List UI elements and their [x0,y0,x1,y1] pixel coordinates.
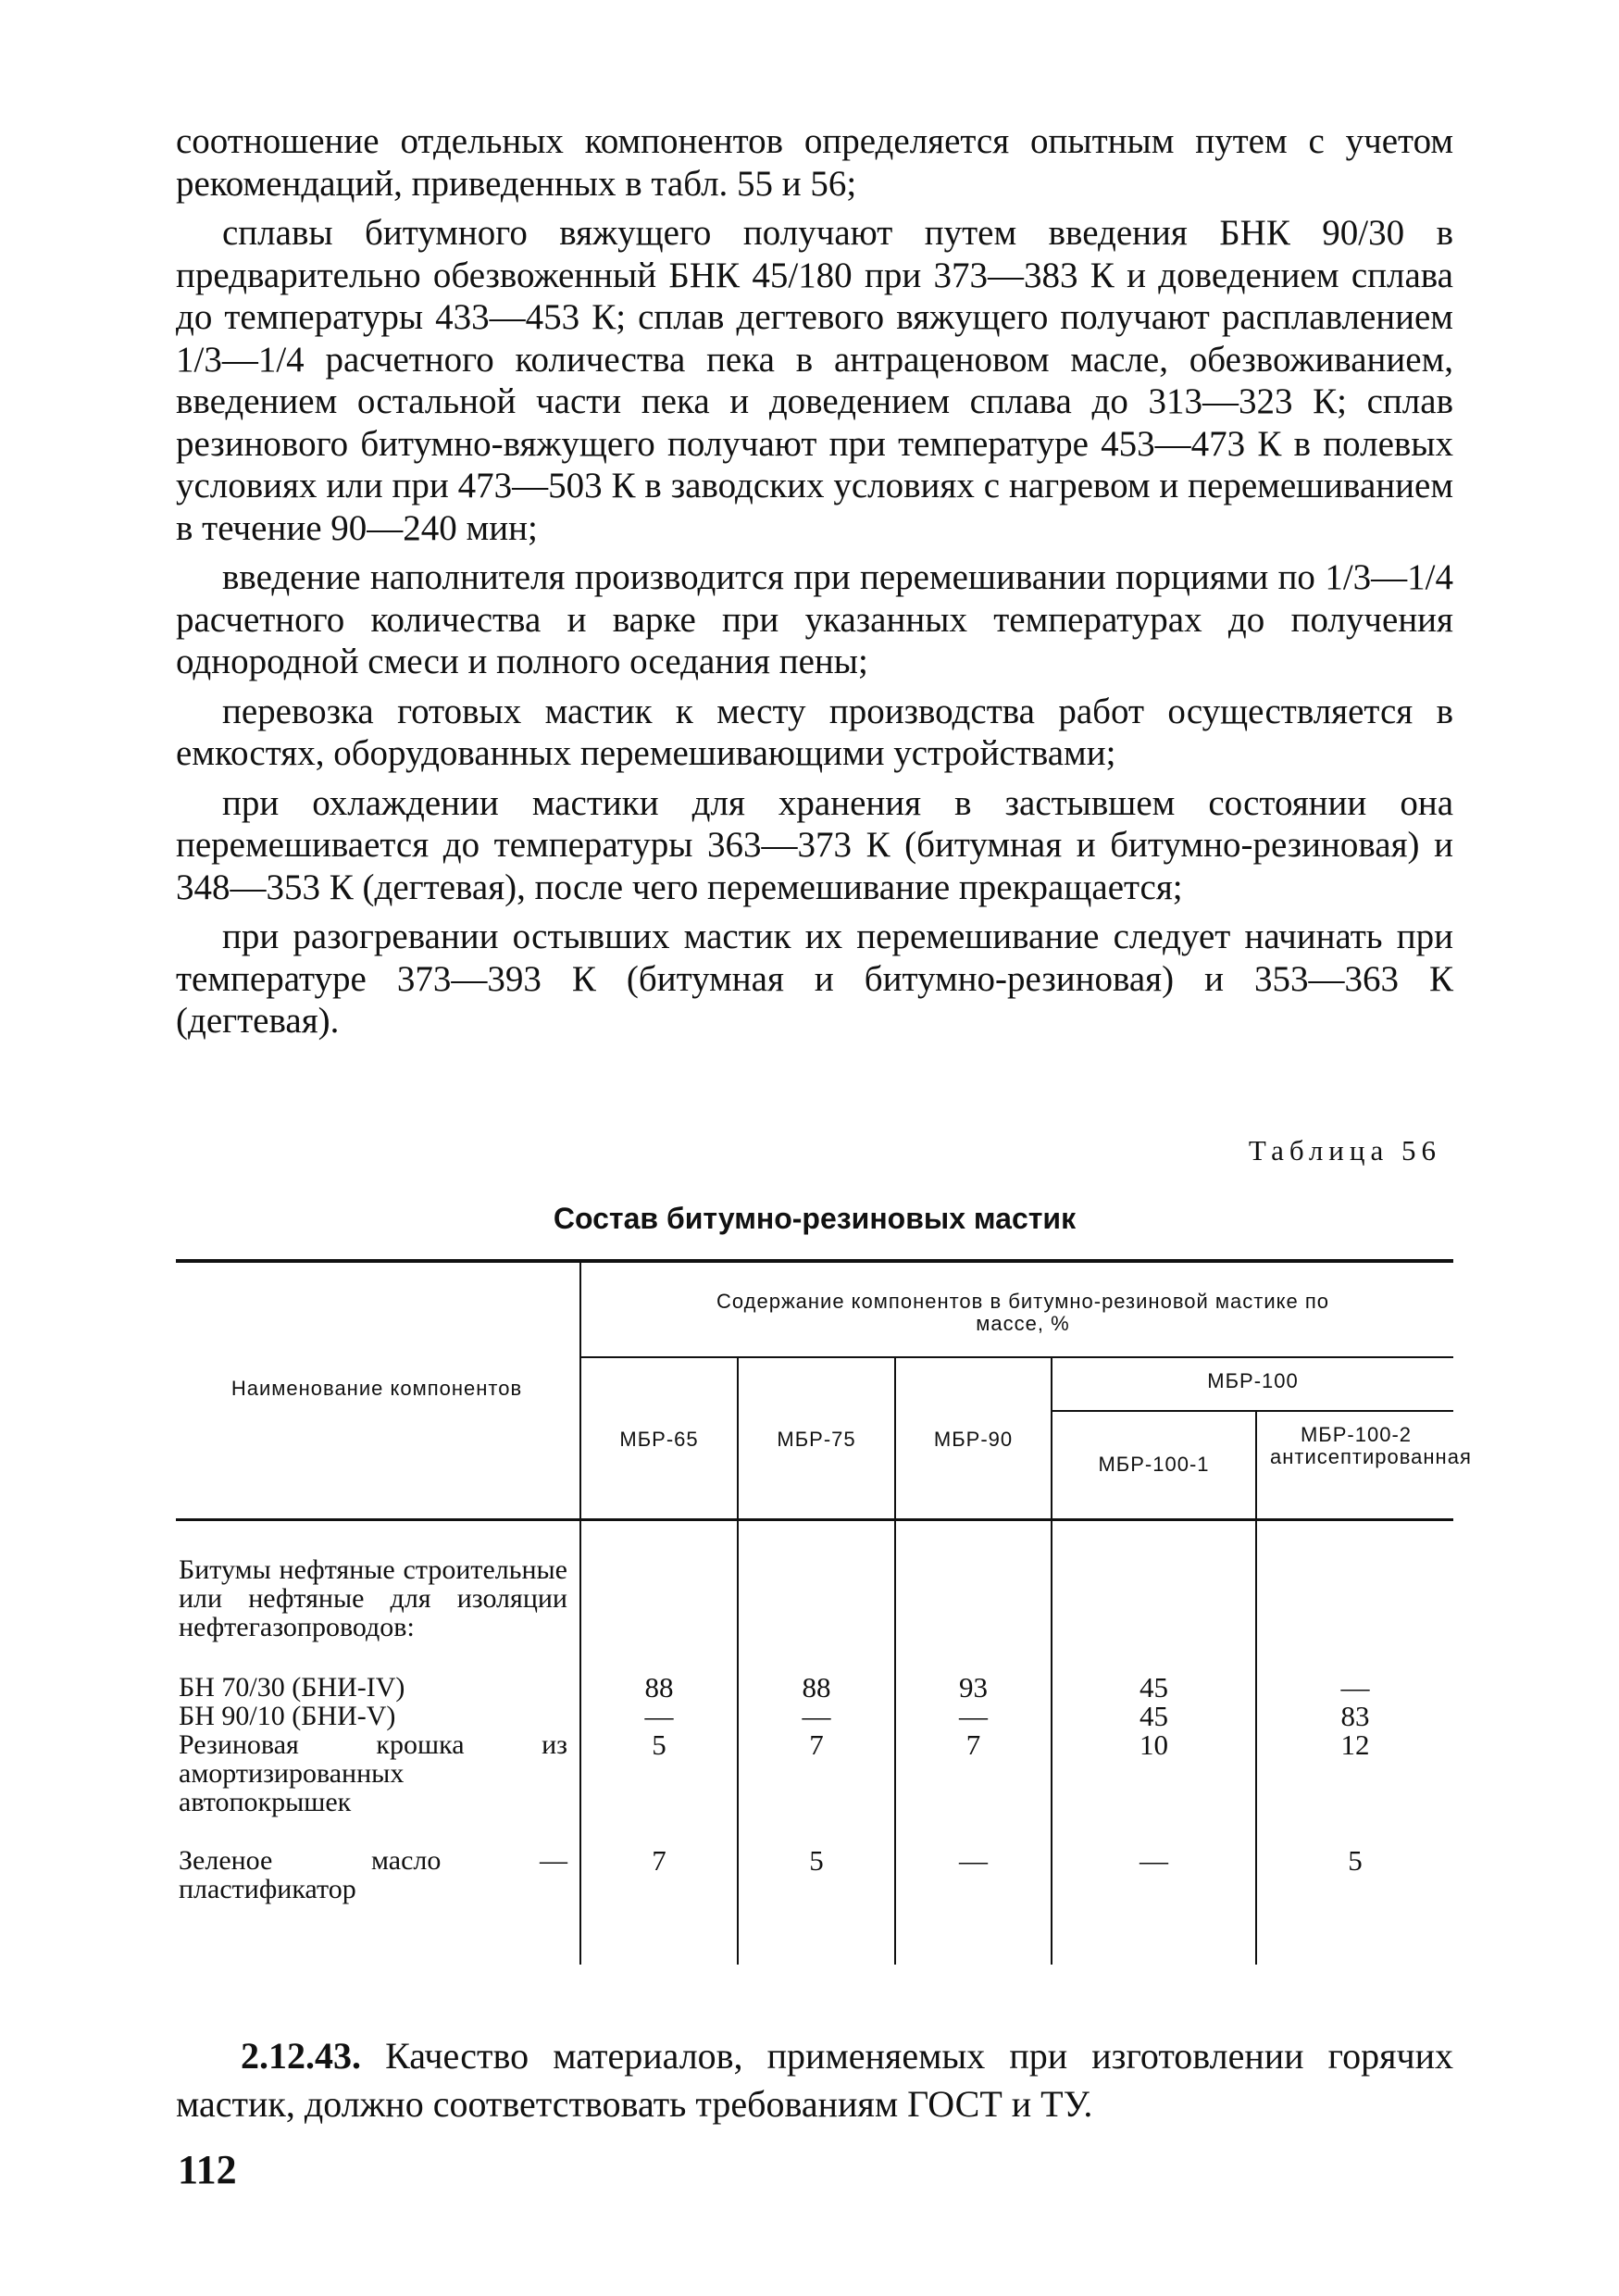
header-mbr75: МБР-75 [777,1428,856,1451]
row-label-bn9010: БН 90/10 (БНИ-V) [179,1701,396,1731]
body-text [176,120,1453,1050]
cell-value: 5 [1348,1844,1363,1877]
cell-value: — [1140,1844,1168,1877]
cell-value: 7 [652,1844,666,1877]
cell-value: 93 [959,1671,988,1703]
section-number: 2.12.43. [241,2035,361,2077]
cell-value: 88 [644,1671,674,1703]
cell-value: 5 [652,1728,666,1761]
header-mbr100-2: МБР-100-2 антисептированная [1270,1423,1472,1468]
cell-value: 5 [809,1844,824,1877]
header-group: Содержание компонентов в битумно-резиновой мастике по массе, % [716,1290,1329,1335]
cell-value: 7 [965,1728,981,1761]
section-paragraph [176,2032,1453,2128]
cell-value: 45 [1140,1671,1168,1703]
header-mbr100-1: МБР-100-1 [1098,1453,1210,1476]
row-label-rubber: Резиновая крошка из амортизированных автопокрышек [179,1729,567,1817]
cell-value: 45 [1140,1700,1168,1732]
cell-value: 12 [1340,1728,1370,1761]
row-label-bitumen: Битумы нефтяные строительные или нефтяные для изоляции нефтегазопроводов: [179,1554,567,1642]
row-label-oil: Зеленое масло — пластификатор [179,1845,567,1904]
paragraph: соотношение отдельных компонентов определяется опытным путем с учетом рекомендаций, приведенных в табл. 55 и 56; [176,121,1453,204]
paragraph: перевозка готовых мастик к месту производства работ осуществляется в емкостях, оборудованных перемешивающими устройствами; [176,691,1453,773]
paragraph: сплавы битумного вяжущего получают путем введения БНК 90/30 в предварительно обезвоженный БНК 45/180 при 373—383 К и доведением сплава до температуры 433—453 К; сплав дегтевого вяжущего получают расплавлением 1/3—1/4 расчетного количества пека в антраценовом масле, обезвоживанием, введением остальной части пека и доведением сплава до 313—323 К; сплав резинового битумно-вяжущего получают при температуре 453—473 К в полевых условиях или при 473—503 К в заводских условиях с нагревом и перемешиванием в течение 90—240 мин; [176,213,1453,548]
cell-value: 10 [1140,1728,1168,1761]
cell-value: 88 [802,1671,831,1703]
cell-value: — [644,1700,674,1732]
cell-value: — [1340,1671,1370,1703]
header-mbr90: МБР-90 [933,1428,1014,1451]
section-text: Качество материалов, применяемых при изготовлении горячих мастик, должно соответствовать требованиям ГОСТ и ТУ. [176,2035,1453,2125]
table-number: Таблица 56 [1248,1134,1441,1167]
cell-value: 83 [1340,1700,1370,1732]
table-title: Состав битумно-резиновых мастик [553,1202,1077,1235]
cell-value: 7 [809,1728,824,1761]
header-mbr100: МБР-100 [1207,1369,1299,1392]
group-rule [581,1356,1453,1358]
cell-value: — [959,1844,988,1877]
cell-value: — [959,1700,988,1732]
paragraph: введение наполнителя производится при перемешивании порциями по 1/3—1/4 расчетного количества и варке при указанных температурах до получения однородной смеси и полного оседания пены; [176,557,1453,681]
paragraph: при охлаждении мастики для хранения в застывшем состоянии она перемешивается до температуры 363—373 К (битумная и битумно-резиновая) и 348—353 К (дегтевая), после чего перемешивание прекращается; [176,782,1453,907]
table-header-rule [176,1518,1453,1521]
row-label-bn7030: БН 70/30 (БНИ-IV) [179,1672,405,1703]
subgroup-rule [1051,1410,1453,1412]
table-top-rule [176,1259,1453,1263]
cell-value: — [802,1700,831,1732]
page-number: 112 [178,2147,237,2192]
header-name-column: Наименование компонентов [230,1377,523,1400]
header-mbr65: МБР-65 [619,1428,699,1451]
paragraph: при разогревании остывших мастик их перемешивание следует начинать при температуре 373—393 К (битумная и битумно-резиновая) и 353—363 К (дегтевая). [176,917,1453,1041]
